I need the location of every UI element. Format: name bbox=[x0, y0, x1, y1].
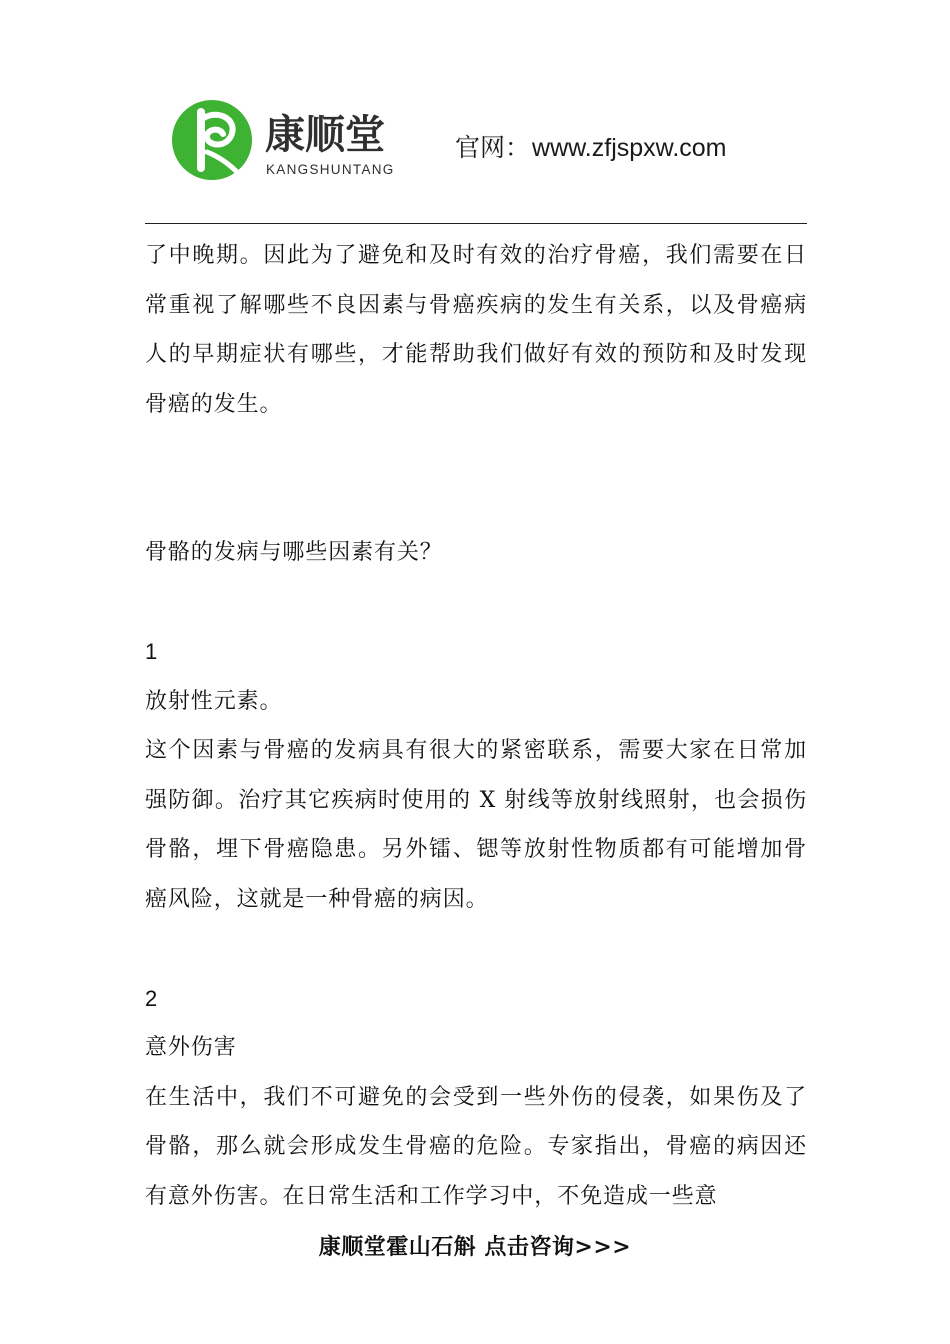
page-header bbox=[145, 90, 807, 190]
header-divider bbox=[145, 223, 807, 224]
logo-mark-icon bbox=[167, 90, 447, 190]
spacer bbox=[145, 429, 807, 528]
intro-paragraph: 了中晚期。因此为了避免和及时有效的治疗骨癌，我们需要在日常重视了解哪些不良因素与骨癌疾病的发生有关系，以及骨癌病人的早期症状有哪些，才能帮助我们做好有效的预防和及时发现骨癌的发生。 bbox=[145, 243, 807, 417]
item-number: 1 bbox=[145, 639, 158, 664]
item-number: 2 bbox=[145, 985, 158, 1011]
item-title: 意外伤害 bbox=[145, 1035, 237, 1060]
brand-logo[interactable] bbox=[167, 90, 447, 190]
item-title: 放射性元素。 bbox=[145, 688, 283, 714]
website-url[interactable]: www.zfjspxw.com bbox=[532, 134, 727, 162]
spacer bbox=[145, 578, 807, 628]
item-text: 这个因素与骨癌的发病具有很大的紧密联系，需要大家在日常加强防御。治疗其它疾病时使用的 X 射线等放射线照射，也会损伤骨骼，埋下骨癌隐患。另外镭、锶等放射性物质都有可能增加骨癌风险，这就是一种骨癌的病因。 bbox=[145, 738, 807, 912]
website-label: 官网： bbox=[455, 134, 531, 162]
item-text: 在生活中，我们不可避免的会受到一些外伤的侵袭，如果伤及了骨骼，那么就会形成发生骨癌的危险。专家指出，骨癌的病因还有意外伤害。在日常生活和工作学习中，不免造成一些意 bbox=[145, 1084, 807, 1209]
article-body bbox=[145, 231, 807, 1221]
consult-link[interactable]: 康顺堂霍山石斛 点击咨询>>> bbox=[318, 1234, 632, 1260]
section-title: 骨骼的发病与哪些因素有关？ bbox=[145, 540, 443, 565]
spacer bbox=[145, 924, 807, 974]
logo-en-text: KANGSHUNTANG bbox=[266, 162, 395, 177]
website-link[interactable] bbox=[455, 128, 727, 164]
logo-cn-text: 康顺堂 bbox=[265, 112, 385, 158]
